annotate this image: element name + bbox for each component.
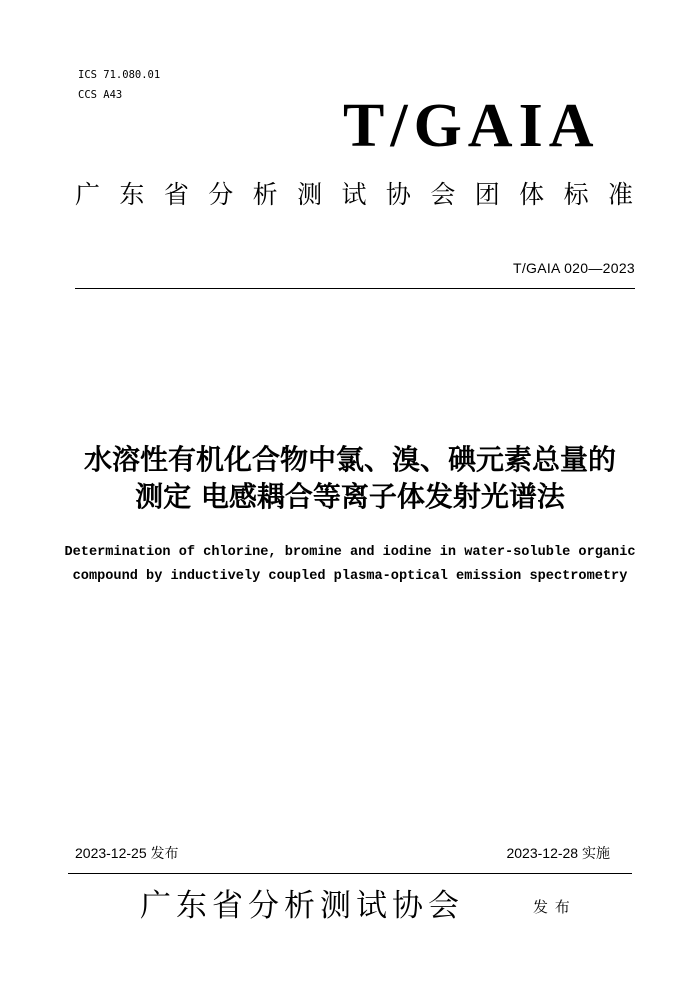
ccs-code: CCS A43	[78, 89, 123, 101]
footer-divider	[68, 873, 632, 874]
header-divider	[75, 288, 635, 289]
publisher-name: 广东省分析测试协会	[140, 888, 464, 924]
publish-label: 发 布	[533, 898, 571, 916]
publish-date: 2023-12-25 发布	[75, 845, 179, 861]
standard-logo: T/GAIA	[343, 92, 600, 160]
english-title-line-1: Determination of chlorine, bromine and iodine in water-soluble organic	[64, 545, 636, 560]
implementation-date: 2023-12-28 实施	[506, 845, 610, 861]
chinese-title-line-2: 测定 电感耦合等离子体发射光谱法	[135, 480, 565, 513]
english-title-line-2: compound by inductively coupled plasma-optical emission spectrometry	[72, 569, 628, 584]
standard-number: T/GAIA 020—2023	[512, 260, 635, 276]
chinese-title-line-1: 水溶性有机化合物中氯、溴、碘元素总量的	[83, 443, 616, 476]
standard-type-heading: 广 东 省 分 析 测 试 协 会 团 体 标 准	[75, 180, 633, 209]
ics-code: ICS 71.080.01	[78, 69, 161, 81]
